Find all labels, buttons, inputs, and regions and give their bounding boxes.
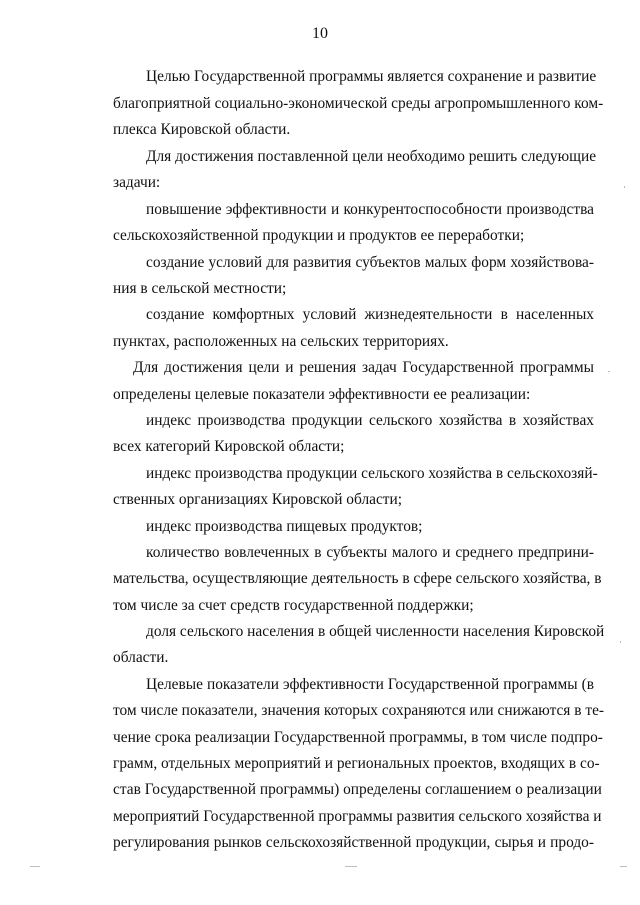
- text-line: ния в сельской местности;: [113, 280, 287, 297]
- text-line: повышение эффективности и конкурентоспособности производства: [146, 201, 594, 218]
- scan-mark: [30, 866, 40, 867]
- text-line: определены целевые показатели эффективности ее реализации:: [113, 386, 531, 403]
- text-line: индекс производства пищевых продуктов;: [146, 518, 423, 535]
- text-line: задачи:: [113, 174, 161, 191]
- text-line: том числе за счет средств государственной поддержки;: [113, 597, 474, 614]
- scan-speck: [620, 641, 621, 643]
- text-line: мероприятий Государственной программы развития сельского хозяйства и: [113, 808, 602, 825]
- text-line: регулирования рынков сельскохозяйственной продукции, сырья и продо-: [113, 834, 594, 851]
- text-line: сельскохозяйственной продукции и продуктов ее переработки;: [113, 227, 525, 244]
- text-line: грамм, отдельных мероприятий и региональных проектов, входящих в со-: [113, 755, 600, 772]
- text-line: индекс производства продукции сельского хозяйства в сельскохозяй-: [146, 465, 598, 482]
- page-number: 10: [312, 25, 328, 42]
- text-line: Целью Государственной программы является сохранение и развитие: [146, 68, 597, 85]
- scan-mark: [345, 866, 357, 867]
- text-line: ственных организациях Кировской области;: [113, 491, 403, 508]
- text-line: Для достижения поставленной цели необходимо решить следующие: [146, 148, 597, 165]
- text-line: Для достижения цели и решения задач Государственной программы: [133, 359, 594, 376]
- text-line: Целевые показатели эффективности Государственной программы (в: [146, 676, 594, 693]
- text-line: создание условий для развития субъектов малых форм хозяйствова-: [146, 254, 594, 271]
- text-line: пунктах, расположенных на сельских территориях.: [113, 333, 449, 350]
- text-line: количество вовлеченных в субъекты малого и среднего предприни-: [146, 544, 594, 561]
- text-line: области.: [113, 649, 169, 666]
- text-line: благоприятной социально-экономической среды агропромышленного ком-: [113, 95, 604, 112]
- text-line: всех категорий Кировской области;: [113, 438, 345, 455]
- scan-speck: [608, 371, 610, 372]
- scan-speck: [624, 186, 625, 188]
- text-line: индекс производства продукции сельского хозяйства в хозяйствах: [146, 412, 594, 429]
- scan-mark: [620, 866, 627, 867]
- text-line: став Государственной программы) определены соглашением о реализации: [113, 781, 602, 798]
- text-line: доля сельского населения в общей численности населения Кировской: [146, 623, 605, 640]
- text-line: чение срока реализации Государственной программы, в том числе подпро-: [113, 729, 603, 746]
- text-line: мательства, осуществляющие деятельность в сфере сельского хозяйства, в: [113, 570, 602, 587]
- text-line: том числе показатели, значения которых сохраняются или снижаются в те-: [113, 702, 605, 719]
- text-line: создание комфортных условий жизнедеятельности в населенных: [146, 306, 594, 323]
- text-line: плекса Кировской области.: [113, 121, 291, 138]
